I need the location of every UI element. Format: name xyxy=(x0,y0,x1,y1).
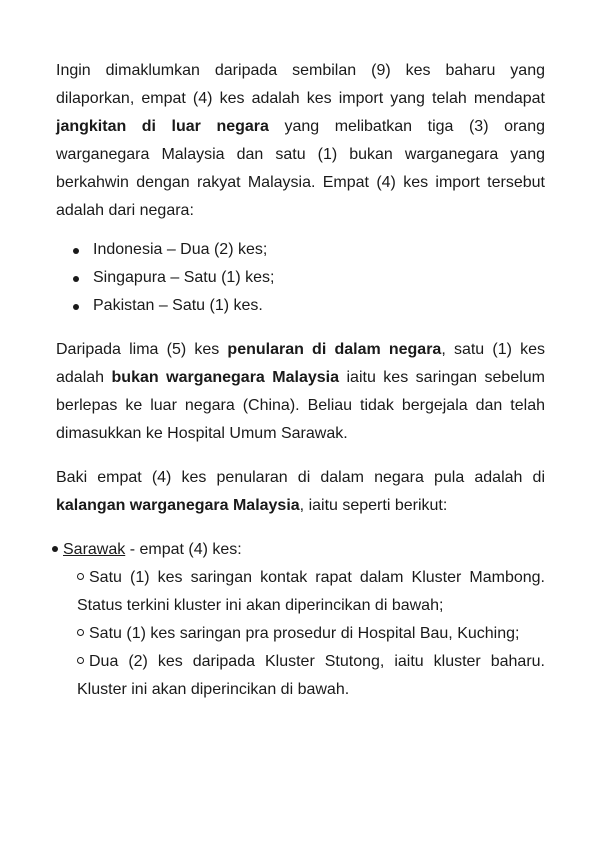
bullet-icon xyxy=(73,304,79,310)
paragraph-local-cases: Daripada lima (5) kes penularan di dalam negara, satu (1) kes adalah bukan warganegara Malaysia iaitu kes saringan sebelum berlepas ke luar negara (China). Beliau tidak bergejala dan telah dimasukkan ke Hospital Umum Sarawak. xyxy=(56,341,546,442)
bold-text: bukan warganegara Malaysia xyxy=(111,369,340,386)
country-list xyxy=(56,236,545,320)
bold-text: kalangan warganegara Malaysia xyxy=(56,497,300,514)
sub-list-item: Satu (1) kes saringan kontak rapat dalam Kluster Mambong. Status terkini kluster ini akan diperincikan di bawah; xyxy=(77,569,545,614)
list-item: Indonesia – Dua (2) kes; xyxy=(56,236,545,264)
document-body xyxy=(56,57,545,704)
circle-bullet-icon xyxy=(77,657,84,664)
state-name: Sarawak xyxy=(63,541,126,558)
bold-text: jangkitan di luar negara xyxy=(56,118,269,135)
paragraph-remaining-cases: Baki empat (4) kes penularan di dalam negara pula adalah di kalangan warganegara Malaysia, iaitu seperti berikut: xyxy=(56,469,545,514)
paragraph-imported-cases xyxy=(56,57,545,225)
sub-list-item: Satu (1) kes saringan pra prosedur di Hospital Bau, Kuching; xyxy=(77,620,545,648)
text: yang melibatkan tiga (3) orang warganegara Malaysia dan satu (1) bukan warganegara yang berkahwin dengan rakyat Malaysia. Empat (4) kes import tersebut adalah dari negara: xyxy=(56,118,545,219)
bullet-icon xyxy=(73,248,79,254)
circle-bullet-icon xyxy=(77,629,84,636)
circle-bullet-icon xyxy=(77,573,84,580)
list-item: Pakistan – Satu (1) kes. xyxy=(56,292,545,320)
bullet-icon xyxy=(73,276,79,282)
bullet-icon xyxy=(52,546,58,552)
text: Ingin dimaklumkan daripada sembilan (9) kes baharu yang dilaporkan, empat (4) kes adalah kes import yang telah mendapat xyxy=(56,62,545,107)
list-item: Singapura – Satu (1) kes; xyxy=(56,264,545,292)
bold-text: penularan di dalam negara xyxy=(227,341,442,358)
sub-list-item: Dua (2) kes daripada Kluster Stutong, iaitu kluster baharu. Kluster ini akan diperincikan di bawah. xyxy=(77,653,545,698)
sarawak-item: Sarawak - empat (4) kes: xyxy=(52,536,541,564)
sarawak-sublist xyxy=(56,564,545,704)
